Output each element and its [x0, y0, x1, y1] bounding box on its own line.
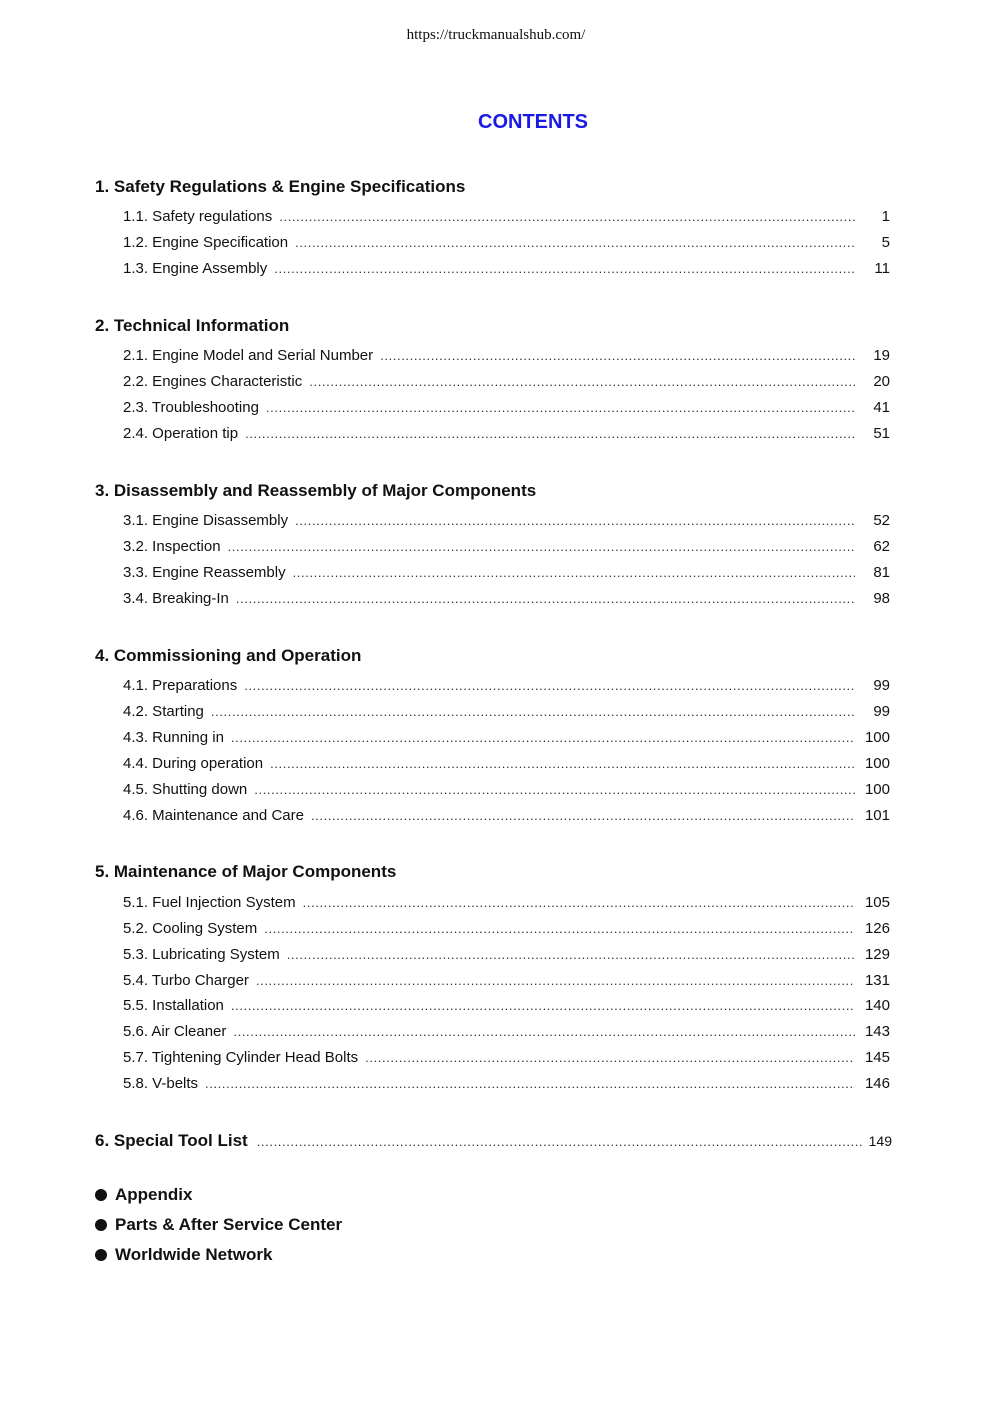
toc-entry-page: 98	[873, 590, 890, 607]
bullet-dot-icon	[95, 1189, 107, 1201]
toc-entry-label: 5.5. Installation	[123, 997, 224, 1014]
bullet-item-label: Appendix	[115, 1185, 193, 1204]
section-2-title: 2. Technical Information	[95, 316, 290, 335]
toc-entry-5-6[interactable]	[123, 1023, 890, 1043]
toc-entry-label: 1.2. Engine Specification	[123, 234, 289, 251]
toc-entry-page: 5	[881, 234, 890, 251]
dot-leader	[274, 261, 855, 276]
toc-entry-2-3[interactable]	[123, 399, 890, 419]
toc-entry-2-4[interactable]	[123, 425, 890, 445]
toc-entry-page: 129	[864, 946, 890, 963]
toc-entry-label: 4.1. Preparations	[123, 677, 238, 694]
toc-entry-5-4[interactable]	[123, 972, 890, 992]
dot-leader	[266, 400, 855, 415]
toc-entry-3-1[interactable]	[123, 512, 890, 532]
toc-entry-5-7[interactable]	[123, 1049, 890, 1069]
toc-entry-page: 105	[864, 894, 890, 911]
dot-leader	[264, 921, 855, 936]
toc-entry-page: 41	[873, 399, 890, 416]
toc-entry-label: 3.1. Engine Disassembly	[123, 512, 289, 529]
toc-entry-page: 11	[874, 260, 890, 277]
toc-entry-3-2[interactable]	[123, 538, 890, 558]
dot-leader	[245, 426, 855, 441]
toc-entry-label: 2.1. Engine Model and Serial Number	[123, 347, 374, 364]
dot-leader	[293, 565, 855, 580]
toc-entry-page: 62	[873, 538, 890, 555]
section-4-title: 4. Commissioning and Operation	[95, 646, 362, 665]
toc-entry-2-2[interactable]	[123, 373, 890, 393]
toc-entry-5-3[interactable]	[123, 946, 890, 966]
toc-entry-5-8[interactable]	[123, 1075, 890, 1095]
toc-entry-4-6[interactable]	[123, 807, 890, 827]
toc-entry-label: 5.8. V-belts	[123, 1075, 199, 1092]
toc-entry-page: 143	[864, 1023, 890, 1040]
dot-leader	[254, 782, 855, 797]
toc-entry-page: 149	[868, 1133, 892, 1149]
toc-entry-2-1[interactable]	[123, 347, 890, 367]
toc-entry-page: 81	[873, 564, 890, 581]
dot-leader	[287, 947, 855, 962]
toc-entry-label: 2.2. Engines Characteristic	[123, 373, 303, 390]
dot-leader	[257, 1134, 863, 1149]
bullet-item-parts-service-center[interactable]	[95, 1215, 342, 1235]
toc-entry-label: 3.2. Inspection	[123, 538, 221, 555]
toc-entry-4-4[interactable]	[123, 755, 890, 775]
toc-entry-4-5[interactable]	[123, 781, 890, 801]
section-3-title: 3. Disassembly and Reassembly of Major Components	[95, 481, 537, 500]
toc-entry-4-3[interactable]	[123, 729, 890, 749]
dot-leader	[231, 998, 855, 1013]
dot-leader	[236, 591, 855, 606]
toc-entry-page: 20	[873, 373, 890, 390]
toc-entry-5-1[interactable]	[123, 894, 890, 914]
toc-entry-label: 3.4. Breaking-In	[123, 590, 229, 607]
dot-leader	[205, 1076, 855, 1091]
dot-leader	[303, 895, 855, 910]
toc-entry-label: 4.5. Shutting down	[123, 781, 248, 798]
toc-entry-label: 4.3. Running in	[123, 729, 224, 746]
toc-entry-page: 99	[873, 703, 890, 720]
toc-entry-page: 19	[873, 347, 890, 364]
dot-leader	[309, 374, 855, 389]
toc-entry-page: 52	[873, 512, 890, 529]
toc-entry-page: 1	[881, 208, 890, 225]
dot-leader	[311, 808, 855, 823]
section-1-title: 1. Safety Regulations & Engine Specifications	[95, 177, 466, 196]
toc-entry-1-2[interactable]	[123, 234, 890, 254]
bullet-dot-icon	[95, 1219, 107, 1231]
toc-entry-page: 146	[864, 1075, 890, 1092]
toc-entry-label: 1.1. Safety regulations	[123, 208, 273, 225]
toc-entry-page: 145	[864, 1049, 890, 1066]
toc-entry-label: 5.3. Lubricating System	[123, 946, 280, 963]
section-6-title: 6. Special Tool List	[95, 1131, 248, 1150]
toc-entry-page: 131	[864, 972, 890, 989]
dot-leader	[211, 704, 855, 719]
page-header-url: https://truckmanualshub.com/	[406, 27, 586, 43]
bullet-dot-icon	[95, 1249, 107, 1261]
bullet-item-appendix[interactable]	[95, 1185, 192, 1205]
toc-entry-page: 140	[864, 997, 890, 1014]
dot-leader	[233, 1024, 855, 1039]
toc-entry-page: 100	[864, 781, 890, 798]
bullet-item-worldwide-network[interactable]	[95, 1245, 272, 1265]
toc-entry-label: 5.6. Air Cleaner	[123, 1023, 227, 1040]
toc-entry-label: 4.6. Maintenance and Care	[123, 807, 304, 824]
toc-entry-special-tool-list[interactable]	[95, 1131, 892, 1153]
toc-entry-4-2[interactable]	[123, 703, 890, 723]
dot-leader	[228, 539, 855, 554]
toc-entry-label: 4.2. Starting	[123, 703, 204, 720]
toc-entry-label: 5.7. Tightening Cylinder Head Bolts	[123, 1049, 359, 1066]
dot-leader	[295, 235, 855, 250]
toc-entry-page: 101	[864, 807, 890, 824]
toc-entry-1-1[interactable]	[123, 208, 890, 228]
toc-entry-label: 2.4. Operation tip	[123, 425, 239, 442]
toc-entry-3-3[interactable]	[123, 564, 890, 584]
toc-entry-label: 5.4. Turbo Charger	[123, 972, 249, 989]
bullet-item-label: Worldwide Network	[115, 1245, 273, 1264]
toc-entry-page: 100	[864, 755, 890, 772]
toc-entry-5-2[interactable]	[123, 920, 890, 940]
section-5-title: 5. Maintenance of Major Components	[95, 862, 397, 881]
bullet-item-label: Parts & After Service Center	[115, 1215, 343, 1234]
toc-entry-label: 1.3. Engine Assembly	[123, 260, 268, 277]
toc-entry-page: 99	[873, 677, 890, 694]
toc-entry-label: 5.2. Cooling System	[123, 920, 258, 937]
toc-entry-page: 126	[864, 920, 890, 937]
dot-leader	[279, 209, 855, 224]
page-title: CONTENTS	[478, 111, 588, 133]
toc-entry-label: 2.3. Troubleshooting	[123, 399, 259, 416]
toc-entry-3-4[interactable]	[123, 590, 890, 610]
toc-entry-1-3[interactable]	[123, 260, 890, 280]
toc-entry-label: 5.1. Fuel Injection System	[123, 894, 296, 911]
dot-leader	[295, 513, 855, 528]
dot-leader	[256, 973, 855, 988]
toc-entry-label: 4.4. During operation	[123, 755, 264, 772]
dot-leader	[365, 1050, 855, 1065]
dot-leader	[231, 730, 855, 745]
toc-entry-page: 51	[873, 425, 890, 442]
toc-entry-5-5[interactable]	[123, 997, 890, 1017]
dot-leader	[270, 756, 855, 771]
dot-leader	[380, 348, 855, 363]
dot-leader	[244, 678, 855, 693]
toc-entry-page: 100	[864, 729, 890, 746]
toc-entry-label: 3.3. Engine Reassembly	[123, 564, 286, 581]
toc-entry-4-1[interactable]	[123, 677, 890, 697]
